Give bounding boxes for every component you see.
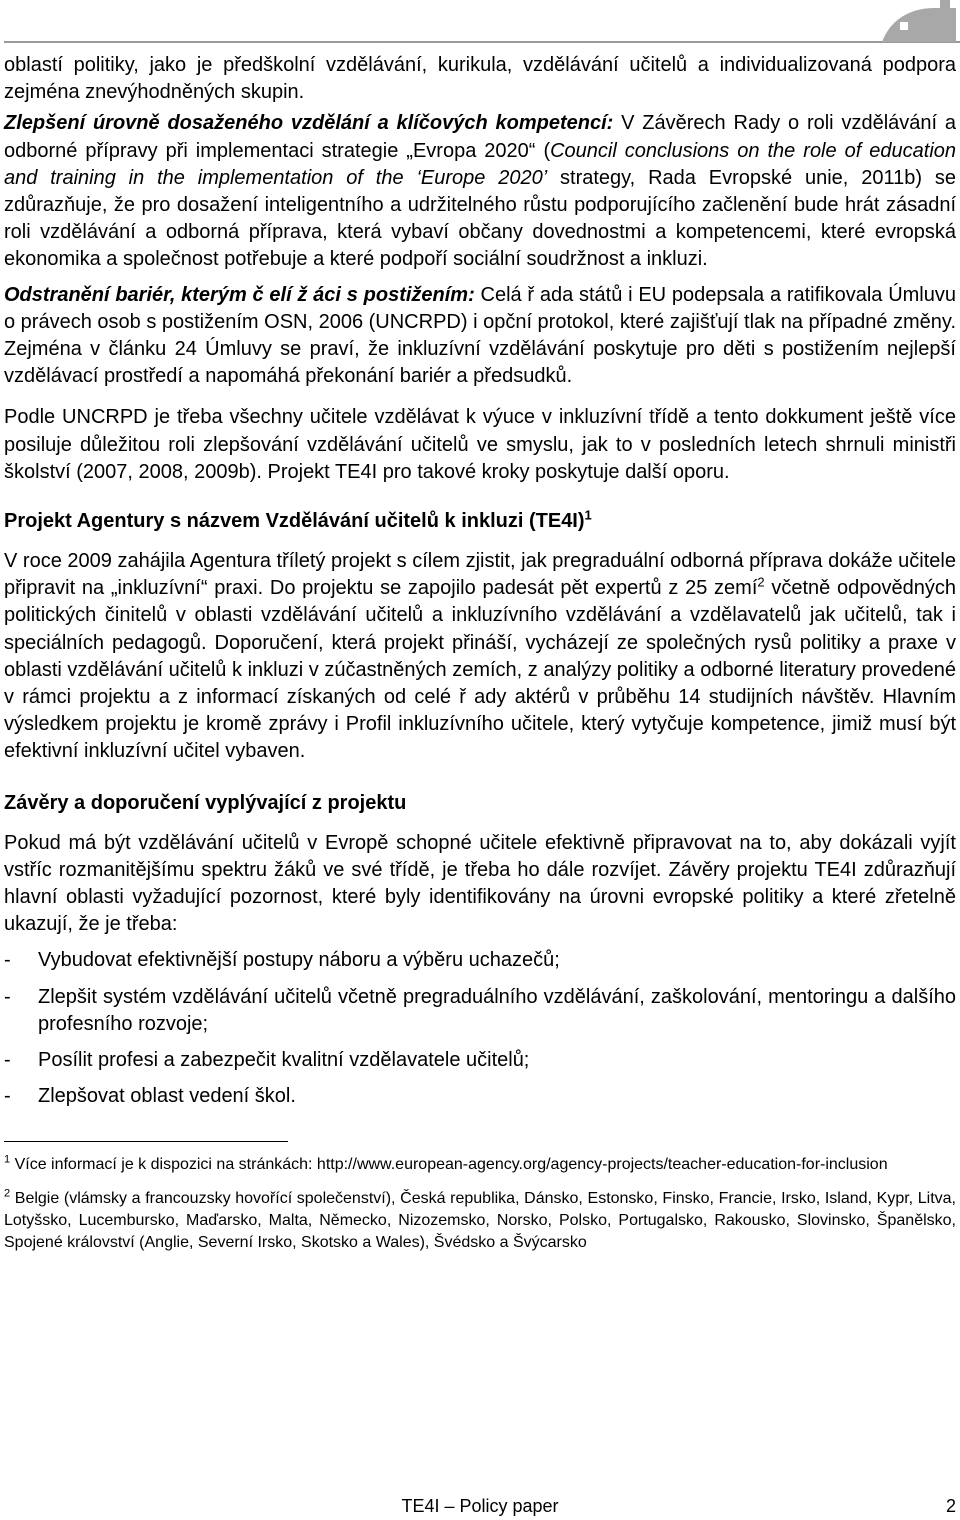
list-dash: - <box>4 985 11 1008</box>
footer-title: TE4I – Policy paper <box>401 1496 559 1516</box>
heading-text: Projekt Agentury s názvem Vzdělávání učitelů k inkluzi (TE4I) <box>4 510 585 533</box>
footnote-text: Belgie (vlámsky a francouzsky hovořící společenství), Česká republika, Dánsko, Estonsko, Finsko, Francie, Irsko, Island, Kypr, Litva, Lotyšsko, Lucembursko, Maďarsko, Malta, Německo, Nizozemsko, Norsko, Polsko, Portugalsko, Rakousko, Slovinsko, Španělsko, Spojené království (Anglie, Severní Irsko, Skotsko a Wales), Švédsko a Švýcarsko <box>4 1189 956 1251</box>
paragraph-text: včetně odpovědných politických činitelů v oblasti vzdělávání učitelů a inkluzívního vzdělávání a vzdělavatelů jak učitelů, tak i speciálních pedagogů. Doporučení, která projekt přináší, vycházejí ze společných rysů politiky a praxe v oblasti vzdělávání učitelů k inkluzi v zúčastněných zemích, z analýzy politiky a odborné literatury provedené v rámci projektu a z informací získaných od celé ř ady aktérů v průběhu 14 studijních návštěv. Hlavním výsledkem projektu je kromě zprávy i Profil inkluzívního učitele, který vytyčuje kompetence, jimiž musí být efektivní inkluzívní učitel vybaven. <box>4 577 956 763</box>
footnote-text: Více informací je k dispozici na stránkách: http://www.european-agency.org/agency-projects/teacher-education-for-inclusion <box>10 1155 888 1173</box>
list-item-text: Vybudovat efektivnější postupy náboru a výběru uchazečů; <box>38 949 560 972</box>
agency-logo-icon <box>876 0 956 42</box>
footnote-1 <box>4 1154 956 1176</box>
paragraph-text: V Závěrech Rady o roli vzdělávání a odborné přípravy při implementaci strategie „Evropa 2020“ ( <box>4 112 957 162</box>
list-item <box>4 1083 956 1110</box>
paragraph-lead: Zlepšení úrovně dosaženého vzdělání a klíčových kompetencí: <box>4 112 614 135</box>
footnote-ref-1: 1 <box>584 507 592 523</box>
header-rule <box>4 41 960 43</box>
intro-paragraph: oblastí politiky, jako je předškolní vzdělávání, kurikula, vzdělávání učitelů a individualizovaná podpora zejména znevýhodněných skupin. <box>4 54 956 104</box>
citation-title: Council conclusions on the role of education and training in the implementation of the ‘Europe 2020’ <box>4 139 957 189</box>
footnote-number: 2 <box>4 1187 11 1200</box>
paragraph-text: Celá ř ada států i EU podepsala a ratifikovala Úmluvu o právech osob s postižením OSN, 2006 (UNCRPD) i opční protokol, které zajišťují tlak na případné změny. Zejména v článku 24 Úmluvy se praví, že inkluzívní vzdělávání poskytuje pro děti s postižením nejlepší vzdělávací prostředí a napomáhá překonání bariér a předsudků. <box>4 283 957 388</box>
footnote-number: 1 <box>4 1153 11 1166</box>
list-item-text: Posílit profesi a zabezpečit kvalitní vzdělavatele učitelů; <box>38 1049 530 1072</box>
list-item <box>4 1047 956 1074</box>
paragraph-project <box>4 548 956 766</box>
paragraph-conclusions: Pokud má být vzdělávání učitelů v Evropě schopné učitele efektivně připravovat na to, aby dokázali vyjít vstříc rozmanitějšímu spektru žáků ve své třídě, je třeba ho dále rozvíjet. Závěry projektu TE4I zdůrazňují hlavní oblasti vyžadující pozornost, které byly identifikovány na úrovni evropské politiky a které zřetelně ukazují, že je třeba: <box>4 831 956 936</box>
list-dash: - <box>4 1049 11 1072</box>
page-footer <box>0 1496 960 1518</box>
list-item <box>4 984 956 1038</box>
section-heading-conclusions: Závěry a doporučení vyplývající z projektu <box>4 791 407 814</box>
list-dash: - <box>4 1085 11 1108</box>
list-dash: - <box>4 949 11 972</box>
footnote-rule <box>4 1141 288 1142</box>
paragraph-competences <box>4 110 956 273</box>
paragraph-text: strategy, Rada Evropské unie, 2011b) se zdůrazňuje, že pro dosažení inteligentního a udržitelného růstu podporujícího začlenění bude hrát zásadní roli vzdělávání a odborná příprava, která vybaví občany dovednostmi a kompetencemi, které evropská ekonomika a společnost potřebuje a které podpoří sociální soudržnost a inkluzi. <box>4 166 956 271</box>
paragraph-text: V roce 2009 zahájila Agentura tříletý projekt s cílem zjistit, jak pregraduální odborná příprava dokáže učitele připravit na „inkluzívní“ praxi. Do projektu se zapojilo padesát pět expertů z 25 zemí <box>4 550 956 600</box>
recommendation-list <box>4 947 956 1110</box>
page-number: 2 <box>945 1496 956 1516</box>
list-item <box>4 947 956 974</box>
footnote-2 <box>4 1188 956 1254</box>
list-item-text: Zlepšit systém vzdělávání učitelů včetně pregraduálního vzdělávání, zaškolování, mentoringu a dalšího profesního rozvoje; <box>38 985 956 1035</box>
paragraph-lead: Odstranění bariér, kterým č elí ž áci s postižením: <box>4 283 475 306</box>
paragraph-uncrpd: Podle UNCRPD je třeba všechny učitele vzdělávat k výuce v inkluzívní třídě a tento dokkument ještě více posiluje důležitou roli zlepšování vzdělávání učitelů ve smyslu, jak to v posledních letech shrnuli ministři školství (2007, 2008, 2009b). Projekt TE4I pro takové kroky poskytuje další oporu. <box>4 406 956 483</box>
document-body <box>4 52 956 1254</box>
footnote-ref-2: 2 <box>757 574 765 590</box>
list-item-text: Zlepšovat oblast vedení škol. <box>38 1085 296 1108</box>
section-heading-project <box>4 508 956 535</box>
paragraph-barriers <box>4 282 956 391</box>
